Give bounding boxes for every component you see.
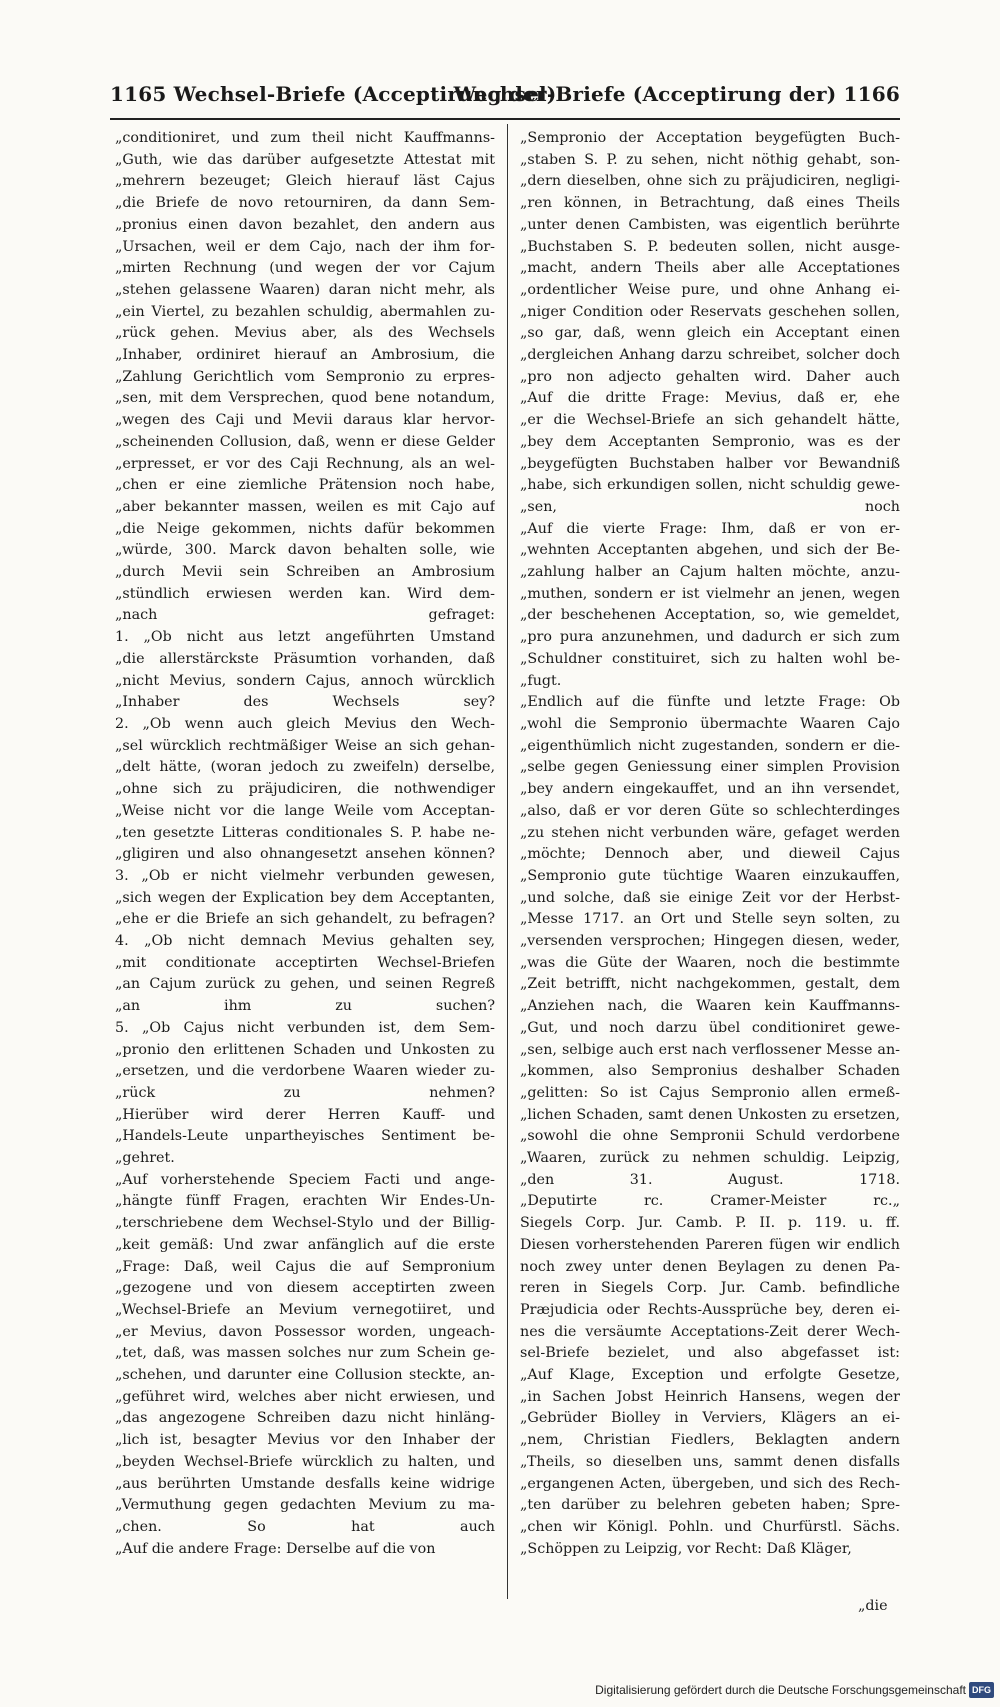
left-column (115, 128, 495, 1560)
text-line: „ohne sich zu präjudiciren, die nothwendiger (115, 781, 495, 798)
text-line: „muthen, sondern er ist vielmehr an jenen, wegen (520, 585, 900, 602)
text-line: „die allerstärckste Präsumtion vorhanden, daß (115, 650, 495, 667)
text-line: „in Sachen Jobst Heinrich Hansens, wegen der (520, 1388, 900, 1405)
text-line: „Inhaber des Wechsels sey? (115, 694, 495, 711)
text-line: „Deputirte rc. Cramer-Meister rc.„ (520, 1193, 900, 1210)
text-line: „ehe er die Briefe an sich gehandelt, zu befragen? (115, 911, 495, 928)
text-line: „er Mevius, davon Possessor worden, ungeach- (115, 1323, 495, 1340)
text-line: „pronius einen davon bezahlet, den andern aus (115, 216, 495, 233)
text-line: „stehen gelassene Waaren) daran nicht mehr, als (115, 281, 495, 298)
text-line: „Sempronio der Acceptation beygefügten Buch- (520, 130, 900, 146)
text-line: „pro non adjecto gehalten wird. Daher auch (520, 368, 900, 385)
text-line: reren in Siegels Corp. Jur. Camb. befindliche (520, 1280, 900, 1297)
text-line: „gehret. (115, 1150, 175, 1167)
text-line: „versenden versprochen; Hingegen diesen, weder, (520, 933, 900, 950)
text-line: „Buchstaben S. P. bedeuten sollen, nicht ausge- (520, 238, 900, 255)
text-line: „fugt. (520, 672, 562, 689)
text-line: „erpresset, er vor des Caji Rechnung, als an wel- (115, 455, 495, 472)
text-line: 2. „Ob wenn auch gleich Mevius den Wech- (115, 715, 495, 732)
text-line: „Sempronio gute tüchtige Waaren einzukauffen, (520, 867, 900, 884)
right-column (520, 128, 900, 1560)
text-line: 4. „Ob nicht demnach Mevius gehalten sey, (115, 933, 495, 950)
text-line: „zahlung halber an Cajum halten möchte, anzu- (520, 564, 900, 581)
text-line: „sen, mit dem Versprechen, quod bene notandum, (115, 390, 495, 407)
text-line: „Auf die andere Frage: Derselbe auf die von (115, 1540, 436, 1557)
text-line: „lich ist, besagter Mevius vor den Inhaber der (115, 1432, 495, 1449)
text-line: „sich wegen der Explication bey dem Acceptanten, (115, 889, 495, 906)
text-line: „Auf vorherstehende Speciem Facti und ange- (115, 1171, 495, 1188)
text-line: Præjudicia oder Rechts-Aussprüche bey, deren ei- (520, 1301, 900, 1318)
text-line: „selbe gegen Geniessung einer simplen Provision (520, 759, 900, 776)
text-line: „die Briefe de novo retourniren, da dann Sem- (115, 195, 495, 212)
text-line: „an Cajum zurück zu gehen, und seinen Regreß (115, 976, 495, 993)
text-line: „Weise nicht vor die lange Weile vom Acceptan- (115, 802, 495, 819)
text-line: 3. „Ob er nicht vielmehr verbunden gewesen, (115, 867, 495, 884)
column-divider (507, 124, 508, 1599)
text-line: „wegen des Caji und Mevii daraus klar hervor- (115, 412, 495, 429)
text-line: „Frage: Daß, weil Cajus die auf Sempronium (115, 1258, 495, 1275)
text-line: „würde, 300. Marck davon behalten solle, wie (115, 542, 495, 559)
text-line: „sel würcklich rechtmäßiger Weise an sich gehan- (115, 737, 495, 754)
text-line: „Zeit betrifft, nicht nachgekommen, gestalt, dem (520, 976, 900, 993)
text-line: „chen er eine ziemliche Prätension noch habe, (115, 477, 495, 494)
text-line: „Gebrüder Biolley in Verviers, Klägers an ei- (520, 1410, 900, 1427)
text-line: „dergleichen Anhang darzu schreibet, solcher doch (520, 347, 900, 364)
text-line: „und solche, daß sie einige Zeit vor der Herbst- (520, 889, 900, 906)
text-line: „bey andern eingekauffet, und an ihn versendet, (520, 781, 900, 798)
text-line: „mehrern bezeuget; Gleich hierauf läst Cajus (115, 173, 495, 190)
text-line: „ergangenen Acten, übergeben, und sich des Rech- (520, 1475, 900, 1492)
digitization-footer (595, 1681, 996, 1701)
text-line: „aus berührten Umstande desfalls keine widrige (115, 1475, 495, 1492)
text-line: „ren können, in Betrachtung, daß eines Theils (520, 195, 900, 212)
text-line: „hängte fünff Fragen, erachten Wir Endes-Un- (115, 1193, 495, 1210)
text-line: „die Neige gekommen, nichts dafür bekommen (115, 520, 495, 537)
text-line: 1. „Ob nicht aus letzt angeführten Umstand (115, 629, 495, 646)
text-line: „Ursachen, weil er dem Cajo, nach der ihm for- (115, 238, 495, 255)
text-line: „rück zu nehmen? (115, 1084, 495, 1101)
text-line: „mirten Rechnung (und wegen der vor Cajum (115, 260, 495, 277)
text-line: „macht, andern Theils aber alle Acceptationes (520, 260, 900, 277)
text-line: „sen, noch (520, 498, 900, 515)
text-line: „eigenthümlich nicht zugestanden, sondern er die- (520, 737, 900, 754)
text-line: „ten darüber zu belehren gebeten haben; Spre- (520, 1497, 900, 1514)
text-line: „chen wir Königl. Pohln. und Churfürstl. Sächs. (520, 1519, 900, 1535)
text-line: nes die versäumte Acceptations-Zeit derer Wech- (520, 1323, 900, 1340)
text-line: „durch Mevii sein Schreiben an Ambrosium (115, 564, 495, 581)
text-line: „Gut, und noch darzu übel conditioniret gewe- (520, 1019, 900, 1036)
text-line: „Waaren, zurück zu nehmen schuldig. Leipzig, (520, 1150, 900, 1167)
text-line: „was die Güte der Waaren, noch die bestimmte (520, 954, 900, 971)
text-line: „nach gefraget: (115, 607, 495, 624)
text-line: „lichen Schaden, samt denen Unkosten zu ersetzen, (520, 1106, 900, 1123)
text-line: „Inhaber, ordiniret hierauf an Ambrosium, die (115, 347, 495, 364)
text-line: „conditioniret, und zum theil nicht Kauffmanns- (115, 130, 495, 146)
text-line: „nem, Christian Fiedlers, Beklagten andern (520, 1432, 900, 1449)
text-line: „ein Viertel, zu bezahlen schuldig, abermahlen zu- (115, 303, 495, 320)
text-line: „sen, selbige auch erst nach verflossener Messe an- (520, 1041, 900, 1058)
text-line: „Zahlung Gerichtlich vom Sempronio zu erpres- (115, 368, 495, 385)
text-line: „ersetzen, und die verdorbene Waaren wieder zu- (115, 1063, 495, 1080)
text-line: „delt hätte, (woran jedoch zu zweifeln) derselbe, (115, 759, 495, 776)
text-line: „chen. So hat auch (115, 1519, 495, 1535)
header-left: 1165 Wechsel-Briefe (Acceptirung der) (110, 82, 557, 106)
text-line: „mit conditionate acceptirten Wechsel-Briefen (115, 954, 495, 971)
text-line: „das angezogene Schreiben dazu nicht hinläng- (115, 1410, 495, 1427)
text-line: „gelitten: So ist Cajus Sempronio allen ermeß- (520, 1084, 900, 1101)
text-line: „möchte; Dennoch aber, und dieweil Cajus (520, 846, 900, 863)
text-line: „tet, daß, was massen solches nur zum Schein ge- (115, 1345, 495, 1362)
text-line: „Messe 1717. an Ort und Stelle seyn solten, zu (520, 911, 900, 928)
text-line: „gligiren und also ohnangesetzt ansehen können? (115, 846, 495, 863)
text-line: „der beschehenen Acceptation, so, wie gemeldet, (520, 607, 900, 624)
text-line: „Anziehen nach, die Waaren kein Kauffmanns- (520, 998, 900, 1015)
text-line: sel-Briefe bezielet, und also abgefasset ist: (520, 1345, 900, 1362)
text-line: „schehen, und darunter eine Collusion steckte, an- (115, 1367, 495, 1384)
text-line: „Handels-Leute unpartheyisches Sentiment be- (115, 1128, 495, 1145)
text-line: „rück gehen. Mevius aber, als des Wechsels (115, 325, 495, 342)
text-line: „keit gemäß: Und zwar anfänglich auf die erste (115, 1236, 495, 1253)
text-line: „Schuldner constituiret, sich zu halten wohl be- (520, 650, 900, 667)
text-line: „an ihm zu suchen? (115, 998, 495, 1015)
text-line: „aber bekannter massen, weilen es mit Cajo auf (115, 498, 495, 515)
text-line: „habe, sich erkundigen sollen, nicht schuldig gewe- (520, 477, 900, 494)
text-line: „ten gesetzte Litteras conditionales S. P. habe ne- (115, 824, 495, 841)
text-line: 5. „Ob Cajus nicht verbunden ist, dem Sem- (115, 1019, 495, 1036)
text-line: „er die Wechsel-Briefe an sich gehandelt hätte, (520, 412, 900, 429)
text-line: „Auf die dritte Frage: Mevius, daß er, ehe (520, 390, 900, 407)
text-line: „Vermuthung gegen gedachten Mevium zu ma- (115, 1497, 495, 1514)
text-line: „beygefügten Buchstaben halber vor Bewandniß (520, 455, 900, 472)
text-line: „pro pura anzunehmen, und dadurch er sich zum (520, 629, 900, 646)
text-line: „beyden Wechsel-Briefe würcklich zu halten, und (115, 1453, 495, 1470)
text-line: „terschriebene dem Wechsel-Stylo und der Billig- (115, 1215, 495, 1232)
text-line: „Endlich auf die fünfte und letzte Frage: Ob (520, 694, 900, 711)
text-line: „Auf Klage, Exception und erfolgte Gesetze, (520, 1367, 900, 1384)
text-line: „so gar, daß, wenn gleich ein Acceptant einen (520, 325, 900, 342)
text-line: „also, daß er vor deren Güte so schlechterdinges (520, 802, 900, 819)
text-line: „sowohl die ohne Sempronii Schuld verdorbene (520, 1128, 900, 1145)
header-rule (110, 118, 900, 120)
footer-text: Digitalisierung gefördert durch die Deutsche Forschungsgemeinschaft (595, 1683, 966, 1697)
text-line: „kommen, also Sempronius deshalber Schaden (520, 1063, 900, 1080)
text-line: „Hierüber wird derer Herren Kauff- und (115, 1106, 495, 1123)
text-line: „geführet wird, welches aber nicht erwiesen, und (115, 1388, 495, 1405)
text-line: „gezogene und von diesem acceptirten zween (115, 1280, 495, 1297)
text-line: „Theils, so dieselben uns, sammt denen disfalls (520, 1453, 900, 1470)
dfg-logo: DFG (969, 1682, 994, 1698)
text-line: „dern dieselben, ohne sich zu präjudiciren, negligi- (520, 173, 900, 190)
text-line: noch zwey unter denen Beylagen zu denen Pa- (520, 1258, 900, 1275)
text-line: „ordentlicher Weise pure, und ohne Anhang ei- (520, 281, 900, 298)
text-line: „wehnten Acceptanten abgehen, und sich der Be- (520, 542, 900, 559)
text-line: „den 31. August. 1718. (520, 1171, 900, 1188)
text-line: „scheinenden Collusion, daß, wenn er diese Gelder (115, 433, 495, 450)
running-header (110, 82, 900, 116)
text-line: „Auf die vierte Frage: Ihm, daß er von er- (520, 520, 900, 537)
text-line: „niger Condition oder Reservats geschehen sollen, (520, 303, 900, 320)
text-line: „Schöppen zu Leipzig, vor Recht: Daß Kläger, (520, 1540, 852, 1557)
text-line: „nicht Mevius, sondern Cajus, annoch würcklich (115, 672, 495, 689)
text-line: „Guth, wie das darüber aufgesetzte Attestat mit (115, 151, 495, 168)
text-line: Diesen vorherstehenden Pareren fügen wir endlich (520, 1236, 900, 1253)
catchword: „die (858, 1598, 888, 1614)
text-line: Siegels Corp. Jur. Camb. P. II. p. 119. u. ff. (520, 1215, 900, 1232)
header-right: Wechsel-Briefe (Acceptirung der) 1166 (453, 82, 900, 106)
text-line: „unter denen Cambisten, was eigentlich berührte (520, 216, 900, 233)
text-line: „wohl die Sempronio übermachte Waaren Cajo (520, 715, 900, 732)
text-line: „zu stehen nicht verbunden wäre, gefaget werden (520, 824, 900, 841)
text-line: „stündlich erwiesen werden kan. Wird dem- (115, 585, 495, 602)
text-line: „staben S. P. zu sehen, nicht nöthig gehabt, son- (520, 151, 900, 168)
text-line: „bey dem Acceptanten Sempronio, was es der (520, 433, 900, 450)
text-line: „pronio den erlittenen Schaden und Unkosten zu (115, 1041, 495, 1058)
text-line: „Wechsel-Briefe an Mevium vernegotiiret, und (115, 1301, 495, 1318)
